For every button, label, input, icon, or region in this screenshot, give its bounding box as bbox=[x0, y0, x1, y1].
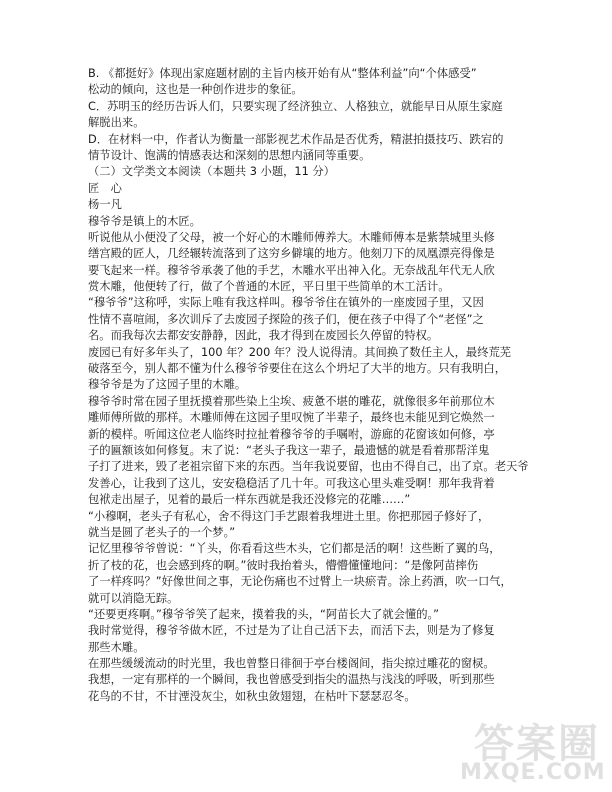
text-line: 花鸟的不甘，不甘湮没灰尘，如秋虫敛翅翅，在枯叶下瑟瑟忍冬。 bbox=[88, 689, 416, 703]
text-line: 缮宫殿的匠人，几经辗转流落到了这穷乡僻壤的地方。他刻刀下的凤凰漂亮得像是 bbox=[88, 247, 495, 261]
text-line: 记忆里穆爷爷曾说：“丫头，你看看这些木头，它们都是活的啊！这些断了翼的鸟， bbox=[88, 542, 501, 556]
text-line: “穆爷爷”这称呼，实际上唯有我这样叫。穆爷爷住在镇外的一座废园子里，又因 bbox=[88, 296, 484, 310]
text-line: 破落至今，别人都不懂为什么穆爷爷要住在这么个坍圮了大半的地方。只有我明白， bbox=[88, 362, 506, 376]
text-line: 穆爷爷是镇上的木匠。 bbox=[88, 214, 201, 228]
text-line: “还要更疼啊。”穆爷爷笑了起来，摸着我的头，“阿苗长大了就会懂的。” bbox=[88, 607, 440, 621]
text-line: （二）文学类文本阅读（本题共 3 小题，11 分） bbox=[88, 165, 335, 179]
text-line: C．苏明玉的经历告诉人们，只要实现了经济独立、人格独立，就能早日从原生家庭 bbox=[88, 99, 503, 113]
text-line: 在那些缓缓流动的时光里，我也曾整日徘徊于亭台楼阁间，指尖掠过雕花的窗棂。 bbox=[88, 657, 495, 671]
text-line: 情节设计、饱满的情感表达和深刻的思想内涵同等重要。 bbox=[88, 148, 371, 162]
watermark-url: MXQE.COM bbox=[460, 760, 606, 785]
text-line: 穆爷爷时常在园子里抚摸着那些染上尘埃、疲惫不堪的雕花，就像很多年前那位木 bbox=[88, 394, 495, 408]
text-line: 雕师傅所做的那样。木雕师傅在这园子里叹惋了半辈子，最终也未能见到它焕然一 bbox=[88, 411, 495, 425]
text-line: 解脱出来。 bbox=[88, 116, 145, 130]
text-line: 废园已有好多年头了，100 年？200 年？没人说得清。其间换了数任主人，最终荒芜 bbox=[88, 345, 512, 359]
text-line: 听说他从小便没了父母，被一个好心的木雕师傅养大。木雕师傅本是紫禁城里头修 bbox=[88, 230, 495, 244]
text-line: “小穆啊，老头子有私心，舍不得这门手艺跟着我埋进土里。你把那园子修好了， bbox=[88, 509, 490, 523]
text-line: 新的模样。听闻这位老人临终时拉扯着穆爷爷的手嘱咐，游廊的花窗该如何修，亭 bbox=[88, 427, 495, 441]
text-line: 要飞起来一样。穆爷爷承袭了他的手艺，木雕水平出神入化。无奈战乱年代无人欣 bbox=[88, 263, 495, 277]
text-line: 赏木雕，他便转了行，做了个普通的木匠，平日里干些简单的木工活计。 bbox=[88, 280, 450, 294]
text-line: 折了枝的花，也会感到疼的啊。”彼时我抬着头，懵懵懂懂地问：“是像阿苗摔伤 bbox=[88, 558, 479, 572]
text-line: 就可以消隐无踪。 bbox=[88, 591, 179, 605]
document-body bbox=[88, 66, 533, 705]
text-line: 了一样疼吗？”好像世间之事，无论伤痛也不过臂上一块瘀青。涂上药酒，吹一口气， bbox=[88, 575, 512, 589]
text-line: 性情不喜喧闹，多次训斥了去废园子探险的孩子们，便在孩子中得了个“老怪”之 bbox=[88, 312, 484, 326]
text-line: 穆爷爷是为了这园子里的木雕。 bbox=[88, 378, 247, 392]
text-line: 子打了进来，毁了老祖宗留下来的东西。当年我说要留，也由不得自己，出了京。老天爷 bbox=[88, 460, 529, 474]
text-line: 松动的倾向，这也是一种创作进步的象征。 bbox=[88, 83, 303, 97]
watermark-logo: 答案圈 bbox=[474, 720, 600, 767]
text-line: 包袱走出屋子，见着的最后一样东西就是我还没修完的花雕……” bbox=[88, 493, 411, 507]
text-line: 名。而我每次去都安安静静，因此，我才得到在废园长久停留的特权。 bbox=[88, 329, 439, 343]
text-line: D．在材料一中，作者认为衡量一部影视艺术作品是否优秀，精湛拍摄技巧、跌宕的 bbox=[88, 132, 504, 146]
text-line: B. 《都挺好》体现出家庭题材剧的主旨内核开始有从“整体利益”向“个体感受” bbox=[88, 67, 477, 80]
text-line: 杨一凡 bbox=[88, 198, 122, 212]
text-line: 发善心，让我到了这儿，安安稳稳活了几十年。可我这心里头难受啊！那年我背着 bbox=[88, 476, 495, 490]
text-line: 子的匾额该如何修复。末了说：“老头子我这一辈子，最遗憾的就是看着那帮洋鬼 bbox=[88, 443, 490, 457]
text-line: 我想，一定有那样的一个瞬间，我也曾感受到指尖的温热与浅浅的呼吸，听到那些 bbox=[88, 673, 495, 687]
text-line: 我时常觉得，穆爷爷做木匠，不过是为了让自己活下去，而活下去，则是为了修复 bbox=[88, 624, 495, 638]
text-line: 匠 心 bbox=[88, 181, 122, 195]
text-line: 那些木雕。 bbox=[88, 640, 145, 654]
text-line: 就当是圆了老头子的一个梦。” bbox=[88, 525, 236, 539]
watermark bbox=[456, 710, 606, 788]
